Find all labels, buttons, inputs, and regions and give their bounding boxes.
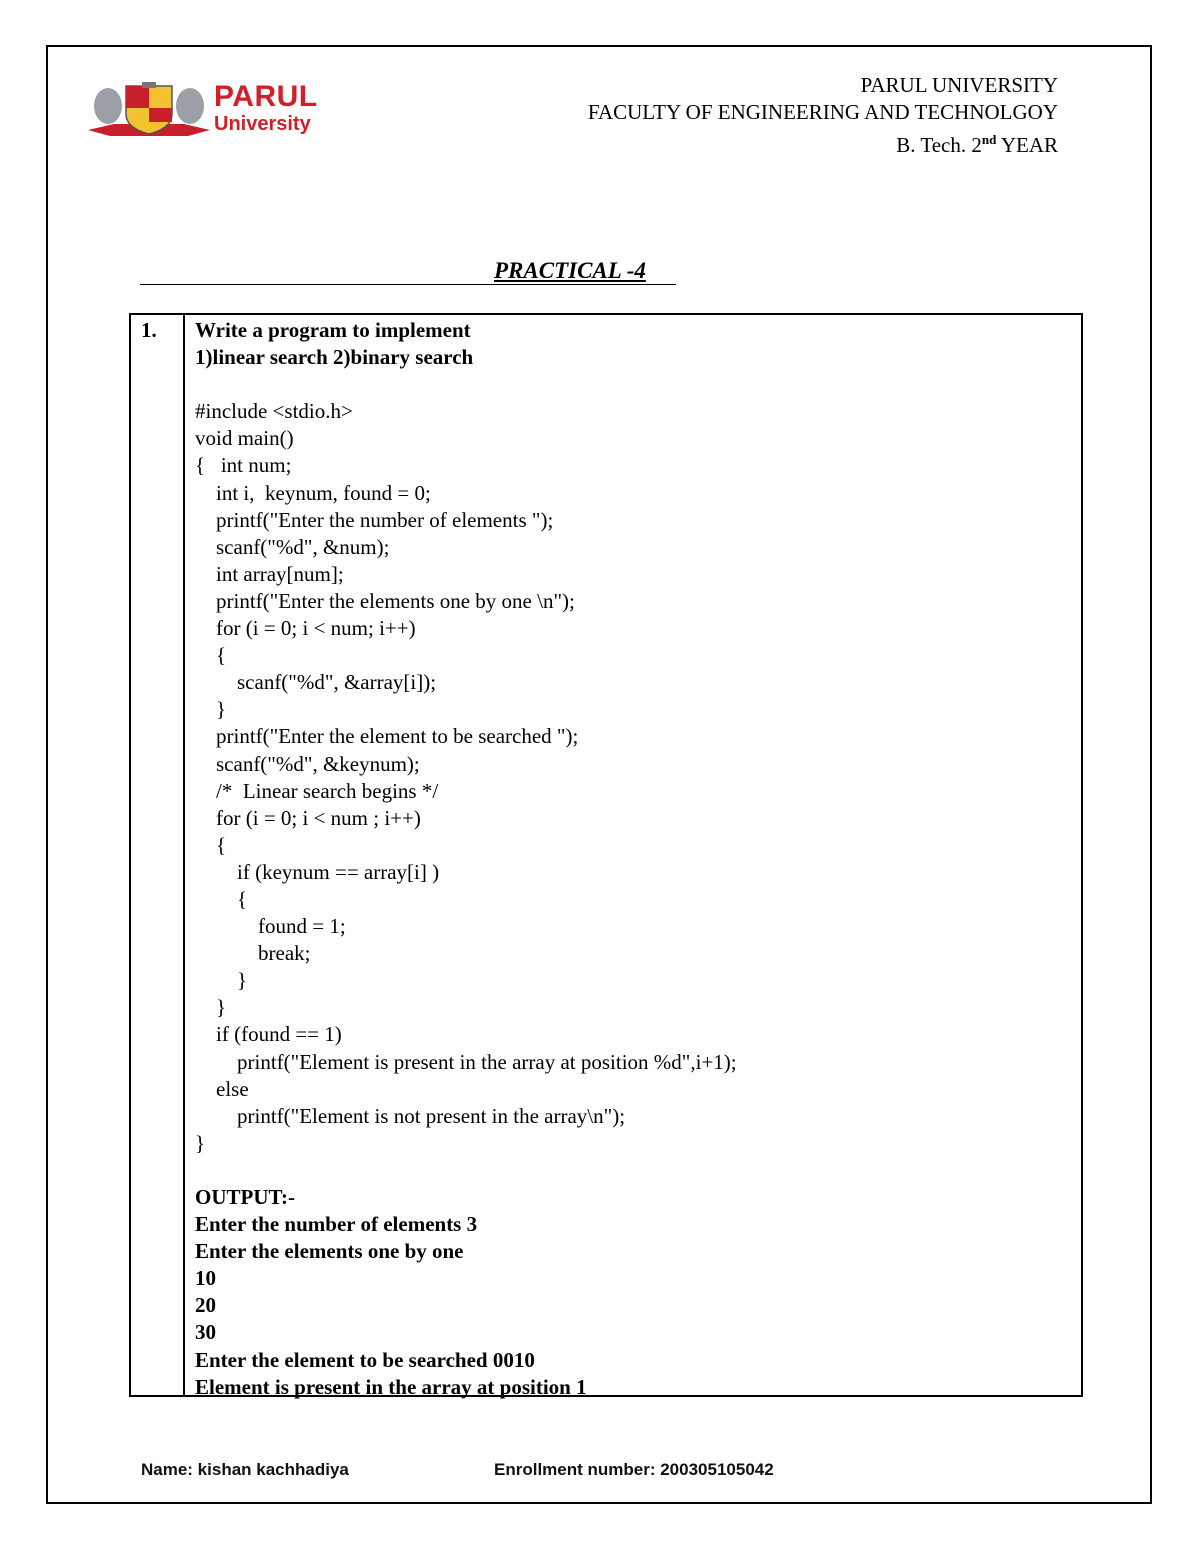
code-line: printf("Enter the number of elements ");: [195, 507, 554, 532]
output-line: Enter the elements one by one: [195, 1239, 464, 1264]
output-line: 10: [195, 1266, 216, 1291]
university-name: PARUL UNIVERSITY: [860, 73, 1058, 97]
course-year-prefix: B. Tech. 2: [896, 133, 982, 157]
code-line: scanf("%d", &num);: [195, 534, 390, 559]
course-year-sup: nd: [981, 132, 997, 147]
enrollment-number: Enrollment number: 200305105042: [494, 1460, 774, 1479]
code-line: if (found == 1): [195, 1022, 342, 1047]
course-year-suffix: YEAR: [996, 133, 1058, 157]
output-line: Enter the number of elements 3: [195, 1212, 478, 1237]
code-line: int array[num];: [195, 561, 344, 586]
code-line: printf("Enter the element to be searched ");: [195, 724, 579, 749]
output-line: Element is present in the array at position 1: [195, 1374, 587, 1399]
code-line: {: [195, 886, 248, 911]
code-line: {: [195, 643, 227, 668]
output-block: [195, 1211, 737, 1401]
output-line: 30: [195, 1320, 216, 1345]
output-label: OUTPUT:-: [195, 1185, 295, 1209]
code-line: printf("Enter the elements one by one \n");: [195, 588, 575, 613]
document-header: [588, 72, 1058, 159]
code-line: break;: [195, 941, 311, 966]
code-line: }: [195, 968, 248, 993]
question-table: [129, 313, 1083, 1397]
output-line: 20: [195, 1293, 216, 1318]
title-rule: [140, 284, 676, 285]
code-line: {: [195, 832, 227, 857]
university-crest-icon: [84, 78, 214, 144]
logo-wordmark: PARUL: [214, 80, 318, 113]
code-line: found = 1;: [195, 914, 346, 939]
practical-title: PRACTICAL -4: [494, 258, 646, 283]
code-line: scanf("%d", &array[i]);: [195, 670, 437, 695]
code-line: #include <stdio.h>: [195, 399, 353, 424]
student-name: Name: kishan kachhadiya: [141, 1460, 349, 1479]
column-divider: [183, 315, 185, 1395]
question-heading-line: 1)linear search 2)binary search: [195, 345, 474, 370]
code-line: for (i = 0; i < num; i++): [195, 616, 416, 641]
code-line: { int num;: [195, 453, 292, 478]
code-line: void main(): [195, 426, 294, 451]
question-content: [195, 317, 737, 1401]
blank-line: [195, 371, 737, 398]
code-line: if (keynum == array[i] ): [195, 859, 440, 884]
code-line: }: [195, 995, 227, 1020]
code-block: [195, 398, 737, 1157]
output-line: Enter the element to be searched 0010: [195, 1347, 535, 1372]
question-number: 1.: [141, 318, 157, 342]
blank-line: [195, 1157, 737, 1184]
code-line: printf("Element is not present in the array\n");: [195, 1103, 626, 1128]
logo-subtitle: University: [214, 113, 311, 135]
code-line: printf("Element is present in the array at position %d",i+1);: [195, 1049, 737, 1074]
code-line: }: [195, 697, 227, 722]
code-line: /* Linear search begins */: [195, 778, 439, 803]
code-line: int i, keynum, found = 0;: [195, 480, 431, 505]
course-year: [588, 126, 1058, 159]
code-line: }: [195, 1130, 206, 1155]
code-line: for (i = 0; i < num ; i++): [195, 805, 421, 830]
code-line: scanf("%d", &keynum);: [195, 751, 420, 776]
faculty-name: FACULTY OF ENGINEERING AND TECHNOLGOY: [587, 100, 1058, 124]
code-line: else: [195, 1076, 249, 1101]
question-heading-line: Write a program to implement: [195, 318, 471, 342]
university-logo: [84, 78, 334, 144]
